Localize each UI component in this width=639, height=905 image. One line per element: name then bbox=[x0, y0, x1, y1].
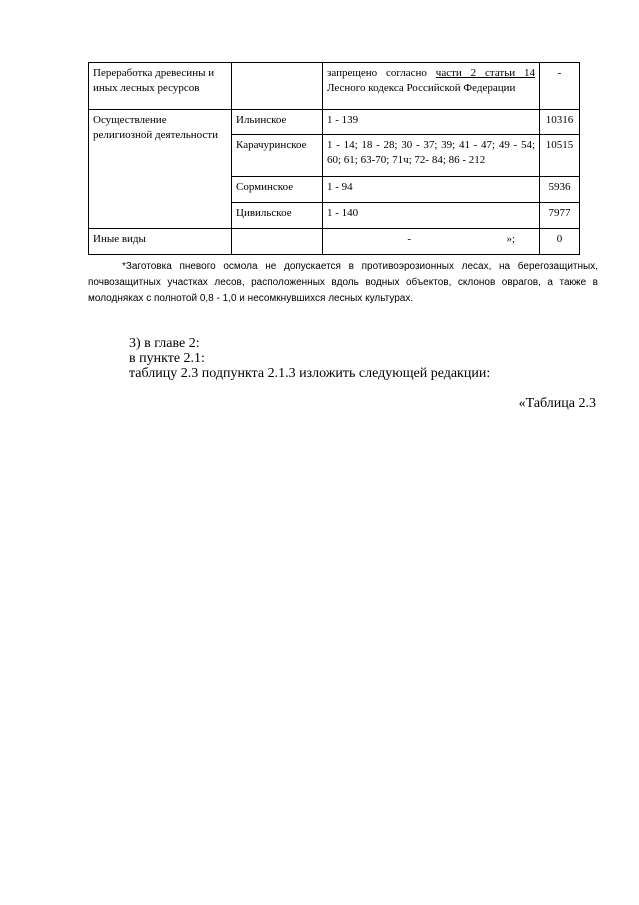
paragraph-chapter: 3) в главе 2: bbox=[129, 336, 200, 351]
quarters-cell: 1 - 14; 18 - 28; 30 - 37; 39; 41 - 47; 49 - 54; 60; 61; 63-70; 71ч; 72- 84; 86 - 212 bbox=[323, 135, 540, 177]
quarters-text: Лесного кодекса Российской Федерации bbox=[327, 82, 516, 94]
area-cell: 5936 bbox=[540, 177, 580, 203]
quarters-cell: 1 - 94 bbox=[323, 177, 540, 203]
quarters-text: запрещено согласно bbox=[327, 67, 436, 79]
activity-cell: Переработка древесины и иных лесных ресурсов bbox=[89, 63, 232, 110]
quarters-cell bbox=[323, 63, 540, 110]
area-cell: 10515 bbox=[540, 135, 580, 177]
table-row bbox=[89, 229, 580, 255]
quarters-cell bbox=[323, 229, 540, 255]
area-cell: 0 bbox=[540, 229, 580, 255]
table-row bbox=[89, 110, 580, 135]
forestry-cell bbox=[232, 229, 323, 255]
table-footnote: *Заготовка пневого осмола не допускается в противоэрозионных лесах, на берегозащитных, почвозащитных участках лесов, расположенных вдоль водных объектов, склонов оврагов, а также в молодняках с полнотой 0,8 - 1,0 и несомкнувшихся лесных культурах. bbox=[88, 261, 598, 304]
law-reference-link[interactable]: части 2 статьи 14 bbox=[435, 67, 535, 79]
activities-table bbox=[88, 62, 580, 255]
quarters-cell: 1 - 140 bbox=[323, 203, 540, 229]
activity-cell: Иные виды bbox=[89, 229, 232, 255]
table-caption: «Таблица 2.3 bbox=[518, 396, 596, 411]
forestry-cell: Сорминское bbox=[232, 177, 323, 203]
forestry-cell bbox=[232, 63, 323, 110]
area-cell: 10316 bbox=[540, 110, 580, 135]
paragraph-instruction: таблицу 2.3 подпункта 2.1.3 изложить следующей редакции: bbox=[129, 366, 491, 381]
quarters-cell: 1 - 139 bbox=[323, 110, 540, 135]
paragraph-item: в пункте 2.1: bbox=[129, 351, 205, 366]
area-cell: 7977 bbox=[540, 203, 580, 229]
table-row bbox=[89, 63, 580, 110]
forestry-cell: Ильинское bbox=[232, 110, 323, 135]
forestry-cell: Карачуринское bbox=[232, 135, 323, 177]
closing-quote: »; bbox=[506, 233, 515, 245]
area-cell: - bbox=[540, 63, 580, 110]
forestry-cell: Цивильское bbox=[232, 203, 323, 229]
quarters-dash: - bbox=[407, 233, 411, 245]
activity-cell: Осуществление религиозной деятельности bbox=[89, 110, 232, 229]
